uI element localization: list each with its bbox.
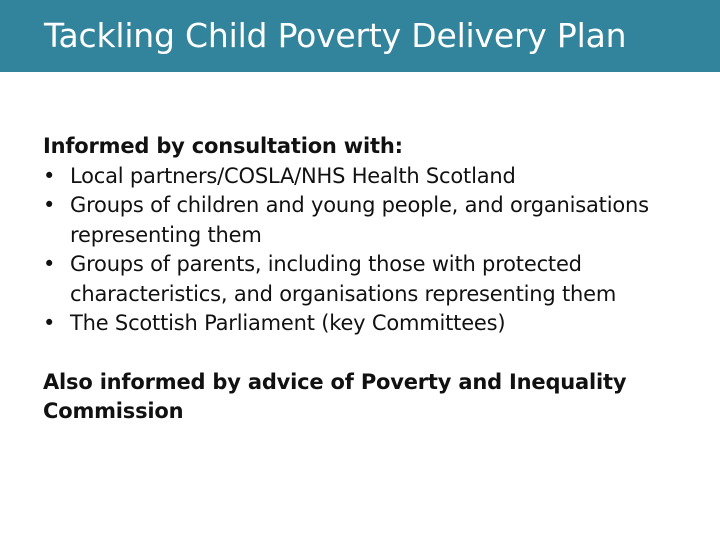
closing-statement: Also informed by advice of Poverty and Inequality Commission (43, 369, 627, 423)
title-bar (0, 0, 720, 72)
bullet-icon: • (43, 311, 56, 335)
list-item (43, 250, 683, 309)
list-item-text: Groups of children and young people, and organisations representing them (70, 193, 649, 247)
list-item (43, 162, 683, 192)
bullet-icon: • (43, 163, 56, 188)
list-item (43, 191, 683, 250)
page-title: Tackling Child Poverty Delivery Plan (44, 16, 627, 55)
bullet-icon: • (43, 252, 56, 276)
list-item-text: The Scottish Parliament (key Committees) (70, 311, 506, 335)
list-item (43, 309, 683, 339)
consultation-list (43, 162, 683, 339)
list-item-text: Local partners/COSLA/NHS Health Scotland (70, 163, 516, 188)
bullet-icon: • (43, 193, 56, 217)
intro-heading: Informed by consultation with: (43, 134, 403, 158)
slide-content (43, 132, 683, 427)
list-item-text: Groups of parents, including those with protected characteristics, and organisations representing them (70, 252, 617, 306)
